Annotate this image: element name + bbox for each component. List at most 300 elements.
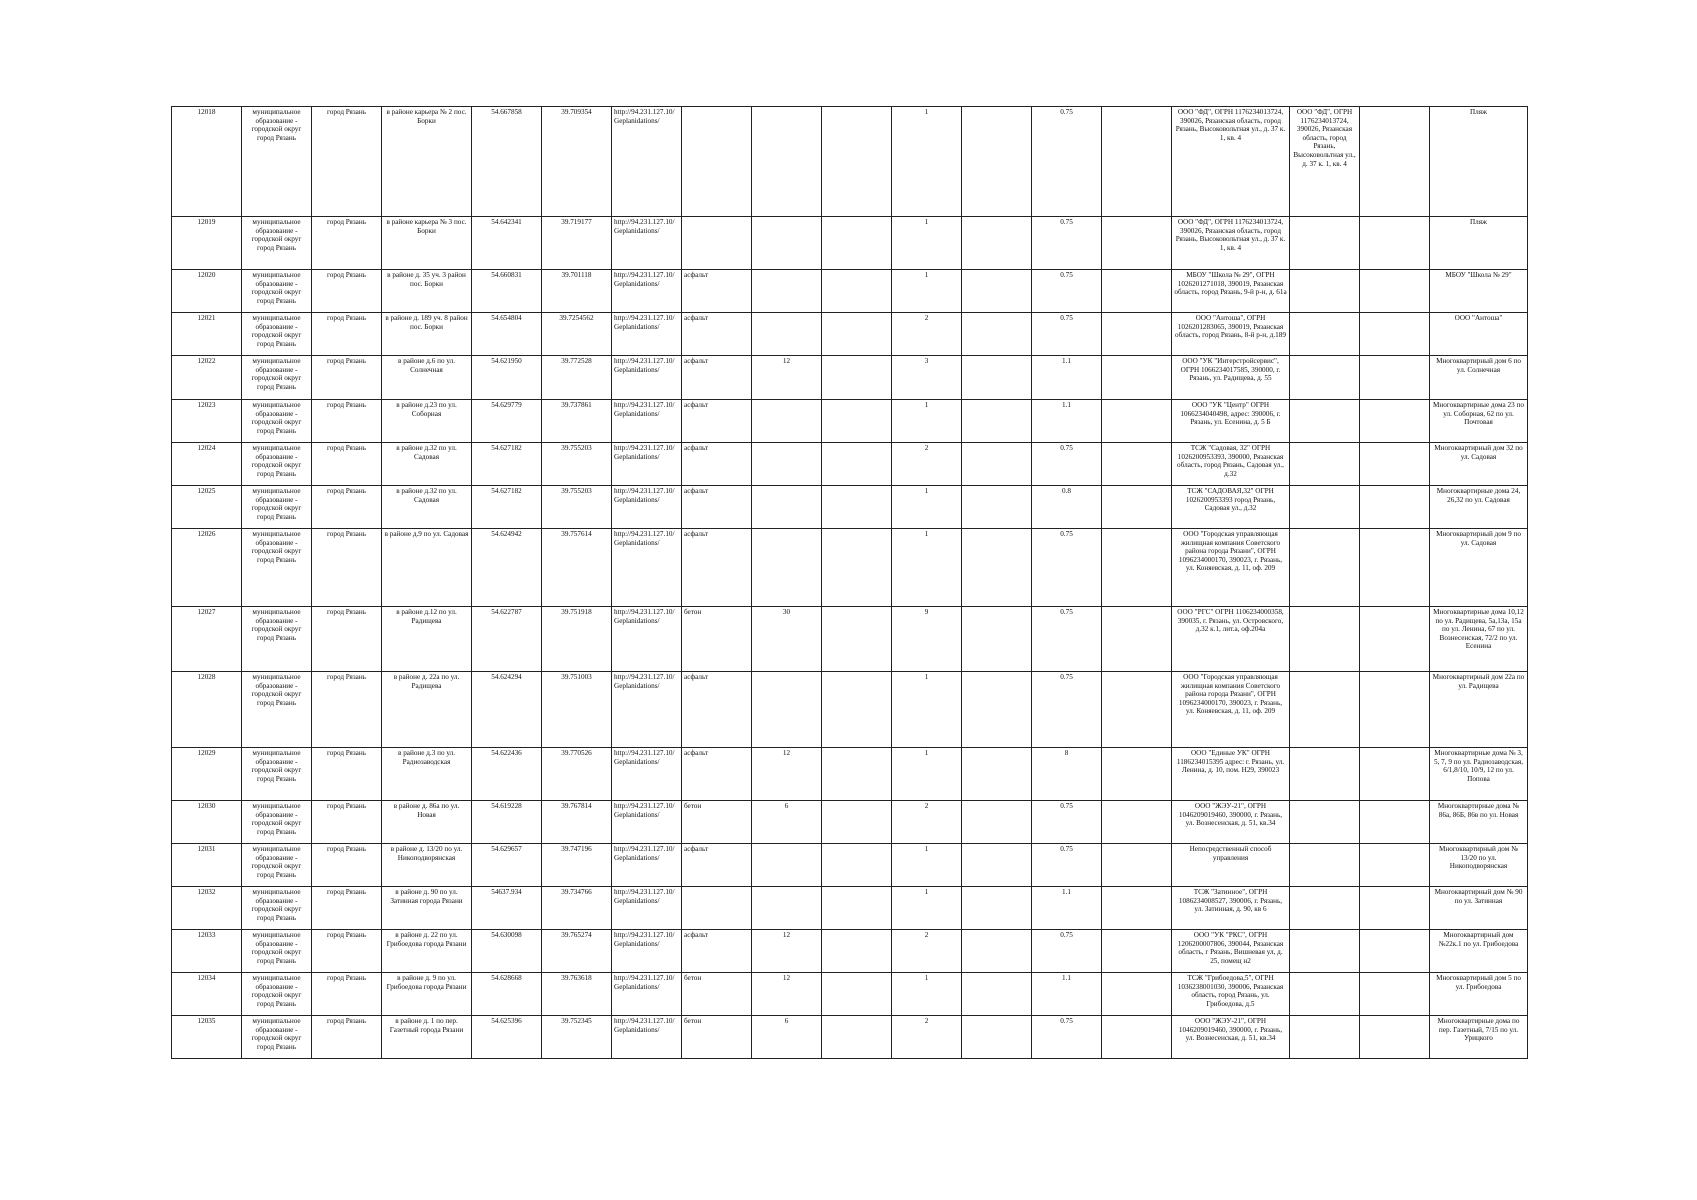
- cell-empty: [1360, 400, 1430, 443]
- cell-address: в районе д. 90 по ул. Затинная города Рязани: [382, 887, 472, 930]
- cell-empty: [1360, 801, 1430, 844]
- cell-owner2: [1290, 400, 1360, 443]
- cell-empty: [1102, 486, 1172, 529]
- cell-lon: 39.7254562: [542, 313, 612, 356]
- cell-owner: ООО "УК "Центр" ОГРН 1066234040498, адрес: 390006, г. Рязань, ул. Есенина, д. 5 Б: [1172, 400, 1290, 443]
- cell-volume: 0.75: [1032, 672, 1102, 748]
- cell-address: в районе д. 86а по ул. Новая: [382, 801, 472, 844]
- cell-owner: ООО "ЖЭУ-21", ОГРН 1046209019460, 390000, г. Рязань, ул. Вознесенская, д. 51, кв.34: [1172, 1016, 1290, 1059]
- cell-empty: [822, 930, 892, 973]
- cell-id: 12020: [172, 270, 242, 313]
- cell-url: http://94.231.127.10/Geplanidations/: [612, 1016, 682, 1059]
- cell-empty: [1102, 930, 1172, 973]
- cell-owner: ООО "РГС" ОГРН 1106234000358, 390035, г. Рязань, ул. Островского, д.32 к.1, лит.а, оф.204а: [1172, 607, 1290, 672]
- cell-source: Многоквартирный дом 9 по ул. Садовая: [1430, 529, 1528, 607]
- cell-lat: 54.630098: [472, 930, 542, 973]
- cell-address: в районе д.6 по ул. Солнечная: [382, 356, 472, 400]
- table-row: [172, 887, 1528, 930]
- cell-area: 6: [752, 801, 822, 844]
- cell-url: http://94.231.127.10/Geplanidations/: [612, 973, 682, 1016]
- cell-source: Многоквартирный дом 32 по ул. Садовая: [1430, 443, 1528, 486]
- cell-municipality: муниципальное образование - городской округ город Рязань: [242, 887, 312, 930]
- cell-url: http://94.231.127.10/Geplanidations/: [612, 887, 682, 930]
- cell-area: [752, 672, 822, 748]
- cell-address: в районе д. 9 по ул. Грибоедова города Рязани: [382, 973, 472, 1016]
- cell-city: город Рязань: [312, 973, 382, 1016]
- cell-municipality: муниципальное образование - городской округ город Рязань: [242, 973, 312, 1016]
- cell-area: [752, 887, 822, 930]
- cell-id: 12033: [172, 930, 242, 973]
- cell-url: http://94.231.127.10/Geplanidations/: [612, 844, 682, 887]
- cell-lat: 54.667858: [472, 107, 542, 217]
- cell-count: 1: [892, 486, 962, 529]
- table-row: [172, 607, 1528, 672]
- cell-surface: бетон: [682, 973, 752, 1016]
- cell-volume: 0.75: [1032, 107, 1102, 217]
- table-row: [172, 313, 1528, 356]
- table-row: [172, 356, 1528, 400]
- cell-volume: 0.75: [1032, 930, 1102, 973]
- cell-surface: [682, 217, 752, 270]
- cell-empty: [1360, 443, 1430, 486]
- cell-url: http://94.231.127.10/Geplanidations/: [612, 443, 682, 486]
- cell-empty: [1102, 887, 1172, 930]
- cell-empty: [962, 486, 1032, 529]
- cell-empty: [1102, 748, 1172, 801]
- cell-count: 1: [892, 973, 962, 1016]
- cell-address: в районе карьера № 2 пос. Борки: [382, 107, 472, 217]
- cell-surface: асфальт: [682, 486, 752, 529]
- cell-count: 1: [892, 270, 962, 313]
- cell-owner: ТСЖ "Затинное", ОГРН 1086234008527, 390006, г. Рязань, ул. Затинная, д. 90, кв 6: [1172, 887, 1290, 930]
- cell-owner2: [1290, 1016, 1360, 1059]
- cell-count: 1: [892, 529, 962, 607]
- cell-empty: [1102, 400, 1172, 443]
- cell-lon: 39.770526: [542, 748, 612, 801]
- cell-source: Многоквартирные дома 24, 26,32 по ул. Садовая: [1430, 486, 1528, 529]
- cell-municipality: муниципальное образование - городской округ город Рязань: [242, 270, 312, 313]
- data-sheet: [171, 106, 1528, 1059]
- cell-area: 12: [752, 973, 822, 1016]
- cell-volume: 0.8: [1032, 486, 1102, 529]
- cell-empty: [962, 107, 1032, 217]
- cell-municipality: муниципальное образование - городской округ город Рязань: [242, 930, 312, 973]
- cell-surface: асфальт: [682, 930, 752, 973]
- cell-empty: [822, 486, 892, 529]
- cell-empty: [962, 748, 1032, 801]
- cell-lon: 39.751003: [542, 672, 612, 748]
- cell-municipality: муниципальное образование - городской округ город Рязань: [242, 529, 312, 607]
- cell-empty: [1360, 930, 1430, 973]
- cell-area: [752, 107, 822, 217]
- cell-area: 6: [752, 1016, 822, 1059]
- cell-area: [752, 400, 822, 443]
- cell-address: в районе д.32 по ул. Садовая: [382, 486, 472, 529]
- cell-empty: [962, 356, 1032, 400]
- cell-empty: [1102, 443, 1172, 486]
- cell-empty: [822, 529, 892, 607]
- cell-lat: 54.629657: [472, 844, 542, 887]
- cell-owner2: [1290, 930, 1360, 973]
- cell-surface: асфальт: [682, 443, 752, 486]
- cell-surface: асфальт: [682, 748, 752, 801]
- cell-empty: [822, 973, 892, 1016]
- cell-empty: [962, 529, 1032, 607]
- cell-empty: [822, 443, 892, 486]
- cell-empty: [822, 270, 892, 313]
- table-row: [172, 973, 1528, 1016]
- cell-empty: [1102, 607, 1172, 672]
- cell-empty: [962, 1016, 1032, 1059]
- cell-lat: 54.627182: [472, 443, 542, 486]
- cell-empty: [1102, 356, 1172, 400]
- cell-municipality: муниципальное образование - городской округ город Рязань: [242, 801, 312, 844]
- cell-lat: 54.642341: [472, 217, 542, 270]
- cell-area: 12: [752, 748, 822, 801]
- cell-lon: 39.763618: [542, 973, 612, 1016]
- cell-owner: ООО "Антоша", ОГРН 1026201283065, 390019, Рязанская область, город Рязань, 8-й р-н, д.189: [1172, 313, 1290, 356]
- cell-id: 12024: [172, 443, 242, 486]
- cell-count: 2: [892, 930, 962, 973]
- cell-source: Многоквартирный дом № 90 по ул. Затинная: [1430, 887, 1528, 930]
- cell-volume: 0.75: [1032, 217, 1102, 270]
- cell-empty: [822, 607, 892, 672]
- cell-owner2: [1290, 356, 1360, 400]
- cell-empty: [1360, 748, 1430, 801]
- cell-surface: бетон: [682, 1016, 752, 1059]
- cell-area: [752, 844, 822, 887]
- cell-owner: ООО "Городская управляющая жилищная компания Советского района города Рязани", ОГРН 1096234000170, 390023, г. Рязань, ул. Коняевская, д. 11, оф. 209: [1172, 529, 1290, 607]
- cell-count: 3: [892, 356, 962, 400]
- cell-area: 12: [752, 356, 822, 400]
- cell-empty: [962, 217, 1032, 270]
- cell-lat: 54.629779: [472, 400, 542, 443]
- cell-owner: ООО "ФД", ОГРН 1176234013724, 390026, Рязанская область, город Рязань, Высоковольтная ул., д. 37 к. 1, кв. 4: [1172, 107, 1290, 217]
- cell-lon: 39.757614: [542, 529, 612, 607]
- cell-owner: ТСЖ "Грибоедова,5", ОГРН 1036238001030, 390006, Рязанская область, город Рязань, ул. Грибоедова, д.5: [1172, 973, 1290, 1016]
- cell-city: город Рязань: [312, 930, 382, 973]
- cell-address: в районе д. 22 по ул. Грибоедова города Рязани: [382, 930, 472, 973]
- cell-lon: 39.709354: [542, 107, 612, 217]
- cell-address: в районе карьера № 3 пос. Борки: [382, 217, 472, 270]
- cell-id: 12023: [172, 400, 242, 443]
- cell-surface: асфальт: [682, 529, 752, 607]
- cell-empty: [1360, 217, 1430, 270]
- cell-empty: [962, 443, 1032, 486]
- cell-owner2: [1290, 887, 1360, 930]
- cell-url: http://94.231.127.10/Geplanidations/: [612, 801, 682, 844]
- cell-empty: [1102, 529, 1172, 607]
- cell-address: в районе д. 189 уч. 8 район пос. Борки: [382, 313, 472, 356]
- cell-city: город Рязань: [312, 748, 382, 801]
- cell-empty: [962, 973, 1032, 1016]
- cell-empty: [822, 672, 892, 748]
- cell-owner2: [1290, 217, 1360, 270]
- table-row: [172, 486, 1528, 529]
- cell-owner: ООО "Городская управляющая жилищная компания Советского района города Рязани", ОГРН 1096234000170, 390023, г. Рязань, ул. Коняевская, д. 11, оф. 209: [1172, 672, 1290, 748]
- cell-volume: 1.1: [1032, 973, 1102, 1016]
- cell-empty: [822, 107, 892, 217]
- cell-lon: 39.737861: [542, 400, 612, 443]
- cell-volume: 0.75: [1032, 801, 1102, 844]
- cell-area: [752, 270, 822, 313]
- cell-lon: 39.701118: [542, 270, 612, 313]
- cell-source: Многоквартирные дома 23 по ул. Соборная, 62 по ул. Почтовая: [1430, 400, 1528, 443]
- cell-url: http://94.231.127.10/Geplanidations/: [612, 107, 682, 217]
- cell-municipality: муниципальное образование - городской округ город Рязань: [242, 607, 312, 672]
- cell-city: город Рязань: [312, 887, 382, 930]
- cell-lon: 39.751918: [542, 607, 612, 672]
- cell-empty: [822, 844, 892, 887]
- cell-owner2: [1290, 973, 1360, 1016]
- cell-area: 30: [752, 607, 822, 672]
- cell-city: город Рязань: [312, 1016, 382, 1059]
- cell-city: город Рязань: [312, 844, 382, 887]
- cell-id: 12022: [172, 356, 242, 400]
- cell-lon: 39.772528: [542, 356, 612, 400]
- cell-lon: 39.719177: [542, 217, 612, 270]
- cell-count: 1: [892, 672, 962, 748]
- cell-owner: ООО "УК "Интерстройсервис", ОГРН 1066234017585, 390000, г. Рязань, ул. Радищева, д. 55: [1172, 356, 1290, 400]
- cell-lat: 54.622787: [472, 607, 542, 672]
- cell-id: 12034: [172, 973, 242, 1016]
- cell-lon: 39.755203: [542, 443, 612, 486]
- cell-owner: МБОУ "Школа № 29", ОГРН 1026201271018, 390019, Рязанская область, город Рязань, 9-й р-н, д. 61а: [1172, 270, 1290, 313]
- table-row: [172, 672, 1528, 748]
- cell-count: 1: [892, 844, 962, 887]
- cell-url: http://94.231.127.10/Geplanidations/: [612, 313, 682, 356]
- cell-count: 2: [892, 1016, 962, 1059]
- cell-municipality: муниципальное образование - городской округ город Рязань: [242, 672, 312, 748]
- cell-id: 12030: [172, 801, 242, 844]
- cell-empty: [1102, 313, 1172, 356]
- cell-id: 12032: [172, 887, 242, 930]
- cell-lon: 39.752345: [542, 1016, 612, 1059]
- cell-id: 12027: [172, 607, 242, 672]
- cell-count: 1: [892, 217, 962, 270]
- cell-volume: 0.75: [1032, 313, 1102, 356]
- cell-owner2: [1290, 270, 1360, 313]
- cell-url: http://94.231.127.10/Geplanidations/: [612, 270, 682, 313]
- cell-lon: 39.765274: [542, 930, 612, 973]
- cell-surface: асфальт: [682, 400, 752, 443]
- cell-url: http://94.231.127.10/Geplanidations/: [612, 400, 682, 443]
- cell-owner: Непосредственный способ управления: [1172, 844, 1290, 887]
- cell-owner2: ООО "ФД", ОГРН 1176234013724, 390026, Рязанская область, город Рязань, Высоковольтная ул., д. 37 к. 1, кв. 4: [1290, 107, 1360, 217]
- cell-volume: 8: [1032, 748, 1102, 801]
- cell-city: город Рязань: [312, 443, 382, 486]
- cell-empty: [822, 217, 892, 270]
- cell-area: [752, 529, 822, 607]
- cell-count: 2: [892, 801, 962, 844]
- cell-source: Многоквартирный дом №22к.1 по ул. Грибоедова: [1430, 930, 1528, 973]
- cell-empty: [1360, 313, 1430, 356]
- cell-empty: [822, 887, 892, 930]
- cell-id: 12031: [172, 844, 242, 887]
- cell-lat: 54.625396: [472, 1016, 542, 1059]
- cell-city: город Рязань: [312, 607, 382, 672]
- cell-address: в районе д. 22а по ул. Радищева: [382, 672, 472, 748]
- cell-url: http://94.231.127.10/Geplanidations/: [612, 748, 682, 801]
- cell-empty: [1360, 486, 1430, 529]
- cell-area: 12: [752, 930, 822, 973]
- cell-owner: ООО "Единые УК" ОГРН 1186234015395 адрес: г. Рязань, ул. Ленина, д. 10, пом. Н29, 390023: [1172, 748, 1290, 801]
- cell-owner2: [1290, 672, 1360, 748]
- cell-empty: [822, 356, 892, 400]
- cell-surface: асфальт: [682, 356, 752, 400]
- cell-empty: [1360, 529, 1430, 607]
- cell-city: город Рязань: [312, 486, 382, 529]
- cell-empty: [1102, 973, 1172, 1016]
- cell-owner2: [1290, 801, 1360, 844]
- containers-table: [171, 106, 1528, 1059]
- cell-municipality: муниципальное образование - городской округ город Рязань: [242, 313, 312, 356]
- cell-empty: [962, 270, 1032, 313]
- cell-city: город Рязань: [312, 672, 382, 748]
- cell-owner: ТСЖ "Садовая, 32" ОГРН 1026200953393, 390000, Рязанская область, город Рязань, Садовая ул., д.32: [1172, 443, 1290, 486]
- cell-lat: 54.660831: [472, 270, 542, 313]
- cell-source: ООО "Антоша": [1430, 313, 1528, 356]
- cell-volume: 0.75: [1032, 529, 1102, 607]
- table-row: [172, 107, 1528, 217]
- table-row: [172, 529, 1528, 607]
- cell-volume: 0.75: [1032, 844, 1102, 887]
- cell-volume: 1.1: [1032, 400, 1102, 443]
- cell-area: [752, 486, 822, 529]
- cell-id: 12029: [172, 748, 242, 801]
- cell-city: город Рязань: [312, 270, 382, 313]
- cell-municipality: муниципальное образование - городской округ город Рязань: [242, 486, 312, 529]
- cell-volume: 0.75: [1032, 443, 1102, 486]
- table-row: [172, 270, 1528, 313]
- cell-id: 12026: [172, 529, 242, 607]
- cell-lon: 39.767814: [542, 801, 612, 844]
- cell-count: 2: [892, 313, 962, 356]
- cell-lon: 39.755203: [542, 486, 612, 529]
- cell-city: город Рязань: [312, 313, 382, 356]
- cell-empty: [1102, 1016, 1172, 1059]
- cell-lon: 39.747196: [542, 844, 612, 887]
- cell-address: в районе д.12 по ул. Радищева: [382, 607, 472, 672]
- cell-lat: 54.627182: [472, 486, 542, 529]
- cell-id: 12035: [172, 1016, 242, 1059]
- cell-id: 12025: [172, 486, 242, 529]
- cell-empty: [1360, 973, 1430, 1016]
- cell-empty: [1360, 1016, 1430, 1059]
- cell-owner2: [1290, 748, 1360, 801]
- cell-url: http://94.231.127.10/Geplanidations/: [612, 356, 682, 400]
- cell-source: Многоквартирный дом 5 по ул. Грибоедова: [1430, 973, 1528, 1016]
- cell-owner: ООО "ФД", ОГРН 1176234013724, 390026, Рязанская область, город Рязань, Высоковольтная ул., д. 37 к. 1, кв. 4: [1172, 217, 1290, 270]
- cell-source: Многоквартирный дом 6 по ул. Солнечная: [1430, 356, 1528, 400]
- cell-volume: 0.75: [1032, 1016, 1102, 1059]
- cell-empty: [1102, 270, 1172, 313]
- cell-count: 1: [892, 107, 962, 217]
- table-body: [172, 107, 1528, 1059]
- cell-volume: 0.75: [1032, 270, 1102, 313]
- cell-volume: 0.75: [1032, 607, 1102, 672]
- cell-owner2: [1290, 529, 1360, 607]
- cell-source: МБОУ "Школа № 29": [1430, 270, 1528, 313]
- cell-id: 12019: [172, 217, 242, 270]
- cell-address: в районе д. 1 по пер. Газетный города Рязани: [382, 1016, 472, 1059]
- cell-count: 9: [892, 607, 962, 672]
- cell-source: Многоквартирные дома по пер. Газетный, 7/15 по ул. Урицкого: [1430, 1016, 1528, 1059]
- cell-url: http://94.231.127.10/Geplanidations/: [612, 529, 682, 607]
- cell-empty: [822, 801, 892, 844]
- cell-source: Многоквартирные дома 10,12 по ул. Радищева, 5а,13а, 15а по ул. Ленина, 67 по ул. Вознесенская, 72/2 по ул. Есенина: [1430, 607, 1528, 672]
- cell-city: город Рязань: [312, 801, 382, 844]
- table-row: [172, 217, 1528, 270]
- cell-empty: [962, 672, 1032, 748]
- cell-surface: бетон: [682, 607, 752, 672]
- cell-municipality: муниципальное образование - городской округ город Рязань: [242, 443, 312, 486]
- cell-empty: [962, 607, 1032, 672]
- cell-owner2: [1290, 844, 1360, 887]
- table-row: [172, 400, 1528, 443]
- cell-empty: [962, 887, 1032, 930]
- cell-surface: асфальт: [682, 672, 752, 748]
- cell-empty: [962, 844, 1032, 887]
- cell-lat: 54.624294: [472, 672, 542, 748]
- cell-id: 12028: [172, 672, 242, 748]
- cell-id: 12018: [172, 107, 242, 217]
- cell-address: в районе д.32 по ул. Садовая: [382, 443, 472, 486]
- cell-owner2: [1290, 443, 1360, 486]
- cell-count: 1: [892, 748, 962, 801]
- table-row: [172, 748, 1528, 801]
- cell-lat: 54.628668: [472, 973, 542, 1016]
- cell-municipality: муниципальное образование - городской округ город Рязань: [242, 400, 312, 443]
- cell-owner2: [1290, 313, 1360, 356]
- cell-owner: ООО "ЖЭУ-21", ОГРН 1046209019460, 390000, г. Рязань, ул. Вознесенская, д. 51, кв.34: [1172, 801, 1290, 844]
- cell-source: Многоквартирный дом № 13/20 по ул. Никоподворянская: [1430, 844, 1528, 887]
- cell-lat: 54.622436: [472, 748, 542, 801]
- table-row: [172, 844, 1528, 887]
- cell-municipality: муниципальное образование - городской округ город Рязань: [242, 356, 312, 400]
- cell-source: Пляж: [1430, 217, 1528, 270]
- cell-empty: [1102, 844, 1172, 887]
- cell-municipality: муниципальное образование - городской округ город Рязань: [242, 107, 312, 217]
- cell-lat: 54.621950: [472, 356, 542, 400]
- cell-address: в районе д.3 по ул. Радиозаводская: [382, 748, 472, 801]
- cell-empty: [962, 313, 1032, 356]
- cell-surface: асфальт: [682, 844, 752, 887]
- cell-address: в районе д. 35 уч. 3 район пос. Борки: [382, 270, 472, 313]
- cell-empty: [1360, 672, 1430, 748]
- cell-empty: [1360, 270, 1430, 313]
- cell-url: http://94.231.127.10/Geplanidations/: [612, 217, 682, 270]
- cell-empty: [822, 1016, 892, 1059]
- cell-empty: [1360, 887, 1430, 930]
- cell-url: http://94.231.127.10/Geplanidations/: [612, 607, 682, 672]
- cell-empty: [822, 313, 892, 356]
- cell-lon: 39.734766: [542, 887, 612, 930]
- cell-empty: [1360, 844, 1430, 887]
- cell-owner2: [1290, 607, 1360, 672]
- cell-surface: бетон: [682, 801, 752, 844]
- cell-city: город Рязань: [312, 107, 382, 217]
- cell-area: [752, 313, 822, 356]
- cell-lat: 54.619228: [472, 801, 542, 844]
- cell-lat: 54.624942: [472, 529, 542, 607]
- cell-lat: 54.654804: [472, 313, 542, 356]
- cell-url: http://94.231.127.10/Geplanidations/: [612, 486, 682, 529]
- cell-count: 1: [892, 400, 962, 443]
- table-row: [172, 1016, 1528, 1059]
- cell-city: город Рязань: [312, 529, 382, 607]
- cell-empty: [1102, 801, 1172, 844]
